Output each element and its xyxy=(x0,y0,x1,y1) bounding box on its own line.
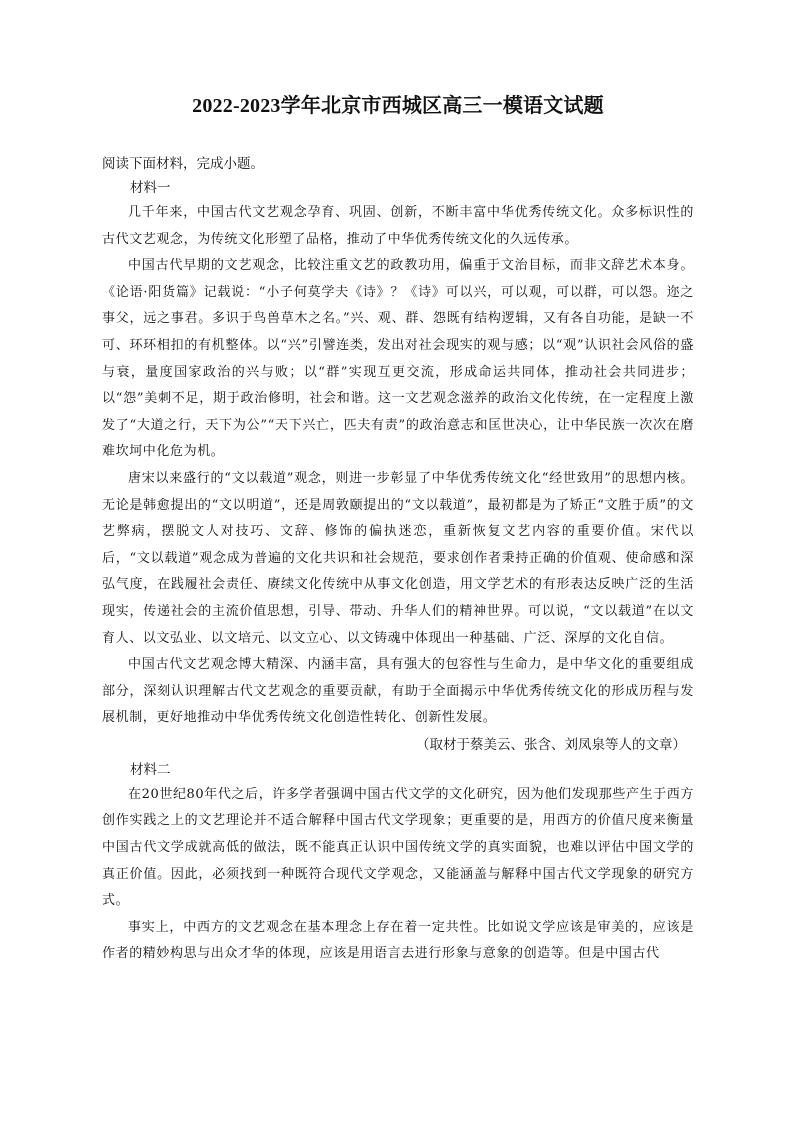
material-two-paragraph-2: 事实上，中西方的文艺观念在基本理念上存在着一定共性。比如说文学应该是审美的，应该是作者的精妙构思与出众才华的体现，应该是用语言去进行形象与意象的创造等。但是中国古代 xyxy=(102,919,694,962)
instruction-text: 阅读下面材料，完成小题。 xyxy=(102,156,264,172)
document-title: 2022-2023学年北京市西城区高三一模语文试题 xyxy=(192,95,604,117)
document-page xyxy=(102,92,694,968)
material-one-paragraph-4: 中国古代文艺观念博大精深、内涵丰富，具有强大的包容性与生命力，是中华文化的重要组成部分，深刻认识理解古代文艺观念的重要贡献，有助于全面揭示中华优秀传统文化的形成历程与发展机制，更好地推动中华优秀传统文化创造性转化、创新性发展。 xyxy=(102,657,694,726)
material-two-heading: 材料二 xyxy=(130,761,171,778)
material-one-paragraph-3: 唐宋以来盛行的“文以载道”观念，则进一步彰显了中华优秀传统文化“经世致用”的思想内核。无论是韩愈提出的“文以明道”，还是周敦颐提出的“文以载道”，最初都是为了矫正“文胜于质”的文艺弊病，摆脱文人对技巧、文辞、修饰的偏执迷恋，重新恢复文艺内容的重要价值。宋代以后，“文以载道”观念成为普遍的文化共识和社会规范，要求创作者秉持正确的价值观、使命感和深弘气度，在践履社会责任、赓续文化传统中从事文化创造，用文学艺术的有形表达反映广泛的生活现实，传递社会的主流价值思想，引导、带动、升华人们的精神世界。可以说，“文以载道”在以文育人、以文弘业、以文培元、以文立心、以文铸魂中体现出一种基础、广泛、深厚的文化自信。 xyxy=(102,470,694,646)
material-one-paragraph-2: 中国古代早期的文艺观念，比较注重文艺的政教功用，偏重于文治目标，而非文辞艺术本身。《论语·阳货篇》记载说：“小子何莫学夫《诗》？《诗》可以兴，可以观，可以群，可以怨。迩之事父，远之事君。多识于鸟兽草木之名。”兴、观、群、怨既有结构逻辑，又有各自功能，是缺一不可、环环相扣的有机整体。以“兴”引譬连类，发出对社会现实的观与感；以“观”认识社会风俗的盛与衰，量度国家政治的兴与败；以“群”实现互更交流，形成命运共同体，推动社会共同进步；以“怨”美刺不足，期于政治修明，社会和谐。这一文艺观念滋养的政治文化传统，在一定程度上激发了“大道之行，天下为公”“天下兴亡，匹夫有责”的政治意志和匡世决心，让中华民族一次次在磨难坎坷中化危为机。 xyxy=(102,258,694,460)
material-one-heading: 材料一 xyxy=(130,180,171,196)
material-one-source: （取材于蔡美云、张含、刘凤泉等人的文章） xyxy=(416,736,686,753)
material-one-paragraph-1: 几千年来，中国古代文艺观念孕育、巩固、创新，不断丰富中华优秀传统文化。众多标识性的古代文艺观念，为传统文化形塑了品格，推动了中华优秀传统文化的久远传承。 xyxy=(102,205,694,247)
material-two-paragraph-1: 在20世纪80年代之后，许多学者强调中国古代文学的文化研究，因为他们发现那些产生于西方创作实践之上的文艺理论并不适合解释中国古代文学现象；更重要的是，用西方的价值尺度来衡量中国古代文学成就高低的做法，既不能真正认识中国传统文学的真实面貌，也难以评估中国文学的真正价值。因此，必须找到一种既符合现代文学观念，又能涵盖与解释中国古代文学现象的研究方式。 xyxy=(102,786,694,909)
